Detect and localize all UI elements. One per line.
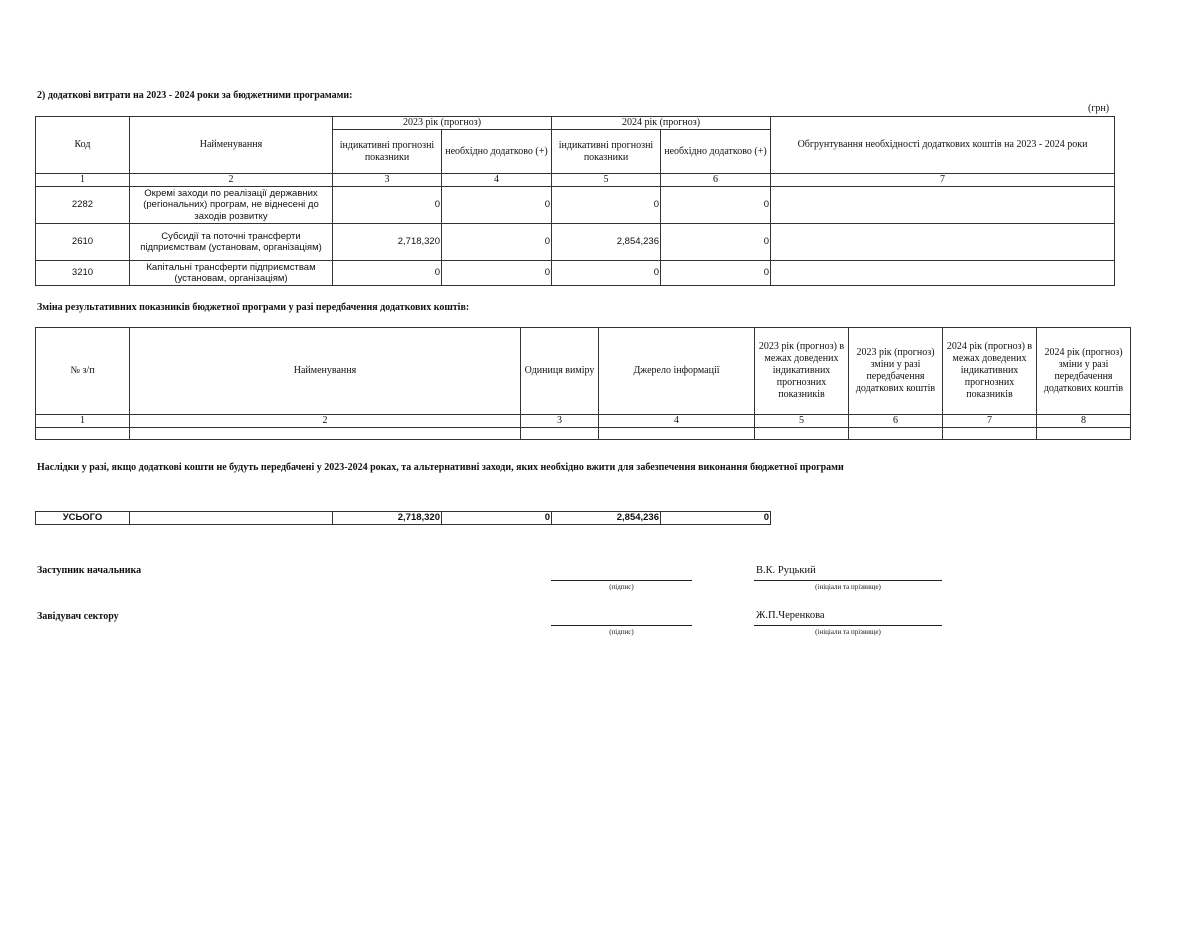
- totals-name: [130, 512, 333, 525]
- row-indicative-2024: 2,854,236: [552, 224, 661, 261]
- header-name: Найменування: [130, 328, 521, 415]
- table-row: [36, 187, 1115, 224]
- signature-line: [551, 580, 692, 581]
- signer-name: Ж.П.Черенкова: [756, 610, 825, 621]
- row-indicative-2023: 0: [333, 187, 442, 224]
- name-line: [754, 625, 942, 626]
- row-justification: [771, 224, 1115, 261]
- row-additional-2023: 0: [442, 187, 552, 224]
- row-additional-2023: 0: [442, 261, 552, 286]
- name-line: [754, 580, 942, 581]
- row-additional-2024: 0: [661, 224, 771, 261]
- row-additional-2024: 0: [661, 261, 771, 286]
- totals-row: [36, 512, 771, 525]
- empty-cell: [943, 428, 1037, 440]
- signature-caption: (підпис): [609, 583, 634, 591]
- row-justification: [771, 261, 1115, 286]
- column-number: 6: [661, 174, 771, 187]
- totals-indicative-2024: 2,854,236: [552, 512, 661, 525]
- column-numbers-row: [36, 415, 1131, 428]
- table-row-empty: [36, 428, 1131, 440]
- column-numbers-row: [36, 174, 1115, 187]
- column-number: 8: [1037, 415, 1131, 428]
- empty-cell: [521, 428, 599, 440]
- column-number: 1: [36, 415, 130, 428]
- signature-caption: (підпис): [609, 628, 634, 636]
- name-caption: (ініціали та прізвище): [815, 583, 881, 591]
- header-year-2024: 2024 рік (прогноз): [552, 117, 771, 130]
- row-indicative-2024: 0: [552, 261, 661, 286]
- row-code: 3210: [36, 261, 130, 286]
- totals-label: УСЬОГО: [36, 512, 130, 525]
- column-number: 3: [521, 415, 599, 428]
- column-number: 5: [755, 415, 849, 428]
- indicators-table: [35, 327, 1131, 440]
- row-justification: [771, 187, 1115, 224]
- empty-cell: [1037, 428, 1131, 440]
- table-row: [36, 224, 1115, 261]
- row-indicative-2023: 2,718,320: [333, 224, 442, 261]
- column-number: 5: [552, 174, 661, 187]
- column-number: 3: [333, 174, 442, 187]
- table-row: [36, 261, 1115, 286]
- totals-table: [35, 511, 771, 525]
- totals-indicative-2023: 2,718,320: [333, 512, 442, 525]
- empty-cell: [849, 428, 943, 440]
- header-name: Найменування: [130, 117, 333, 174]
- row-name: Капітальні трансферти підприємствам (установам, організаціям): [130, 261, 333, 286]
- column-number: 1: [36, 174, 130, 187]
- signature-position: Заступник начальника: [37, 565, 142, 576]
- signer-name: В.К. Руцький: [756, 565, 816, 576]
- row-indicative-2024: 0: [552, 187, 661, 224]
- header-justification: Обгрунтування необхідності додаткових коштів на 2023 - 2024 роки: [771, 117, 1115, 174]
- name-caption: (ініціали та прізвище): [815, 628, 881, 636]
- column-number: 4: [442, 174, 552, 187]
- column-number: 7: [771, 174, 1115, 187]
- row-name: Субсидії та поточні трансферти підприємствам (установам, організаціям): [130, 224, 333, 261]
- header-year-2023: 2023 рік (прогноз): [333, 117, 552, 130]
- header-2023-indicative: 2023 рік (прогноз) в межах доведених індикативних прогнозних показників: [755, 328, 849, 415]
- row-name: Окремі заходи по реалізації державних (регіональних) програм, не віднесені до заходів розвитку: [130, 187, 333, 224]
- section-title-consequences: Наслідки у разі, якщо додаткові кошти не будуть передбачені у 2023-2024 роках, та альтернативні заходи, яких необхідно вжити для забезпечення виконання бюджетної програми: [37, 462, 844, 473]
- header-additional-2024: необхідно додатково (+): [661, 130, 771, 174]
- header-code: Код: [36, 117, 130, 174]
- header-indicative-2024: індикативні прогнозні показники: [552, 130, 661, 174]
- header-additional-2023: необхідно додатково (+): [442, 130, 552, 174]
- signature-line: [551, 625, 692, 626]
- row-additional-2023: 0: [442, 224, 552, 261]
- currency-unit: (грн): [1088, 103, 1110, 114]
- column-number: 4: [599, 415, 755, 428]
- row-code: 2282: [36, 187, 130, 224]
- empty-cell: [599, 428, 755, 440]
- column-number: 2: [130, 174, 333, 187]
- row-indicative-2023: 0: [333, 261, 442, 286]
- header-source: Джерело інформації: [599, 328, 755, 415]
- section-title-additional-expenses: 2) додаткові витрати на 2023 - 2024 роки за бюджетними програмами:: [37, 90, 353, 101]
- empty-cell: [130, 428, 521, 440]
- empty-cell: [36, 428, 130, 440]
- column-number: 7: [943, 415, 1037, 428]
- header-2024-indicative: 2024 рік (прогноз) в межах доведених індикативних прогнозних показників: [943, 328, 1037, 415]
- section-title-indicators: Зміна результативних показників бюджетної програми у разі передбачення додаткових коштів:: [37, 302, 470, 313]
- header-2024-changes: 2024 рік (прогноз) зміни у разі передбачення додаткових коштів: [1037, 328, 1131, 415]
- column-number: 6: [849, 415, 943, 428]
- additional-expenses-table: [35, 116, 1115, 286]
- empty-cell: [755, 428, 849, 440]
- row-additional-2024: 0: [661, 187, 771, 224]
- header-number: № з/п: [36, 328, 130, 415]
- header-unit: Одиниця виміру: [521, 328, 599, 415]
- totals-additional-2024: 0: [661, 512, 771, 525]
- header-indicative-2023: індикативні прогнозні показники: [333, 130, 442, 174]
- header-2023-changes: 2023 рік (прогноз) зміни у разі передбачення додаткових коштів: [849, 328, 943, 415]
- column-number: 2: [130, 415, 521, 428]
- signature-position: Завідувач сектору: [37, 611, 119, 622]
- totals-additional-2023: 0: [442, 512, 552, 525]
- row-code: 2610: [36, 224, 130, 261]
